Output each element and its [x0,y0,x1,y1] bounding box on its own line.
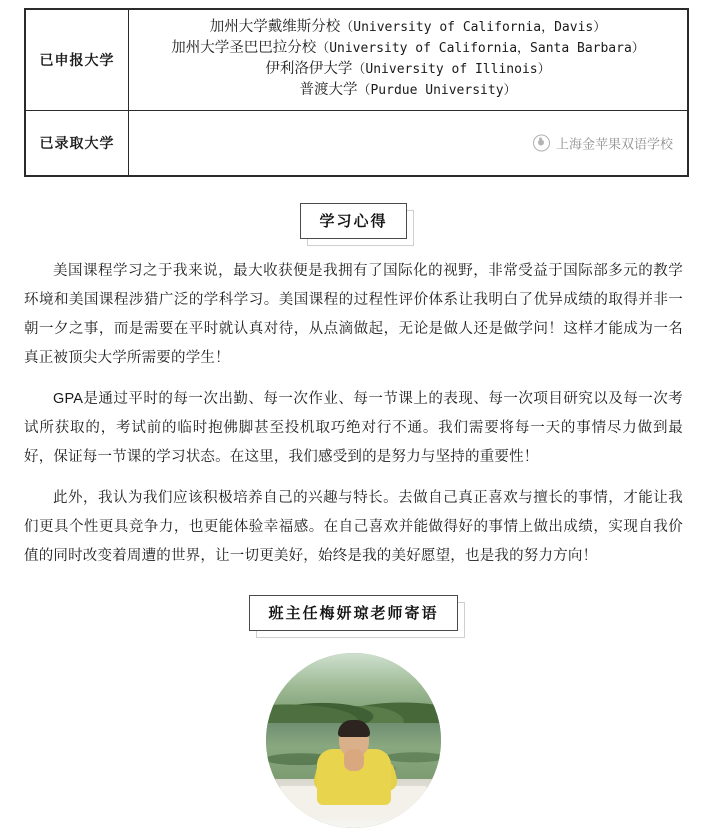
photo-person-hands [344,749,364,771]
table-row [26,10,688,111]
paragraph: GPA是通过平时的每一次出勤、每一次作业、每一节课上的表现、每一次项目研究以及每一次考试所获取的，考试前的临时抱佛脚甚至投机取巧绝对行不通。我们需要将每一天的事情尽力做到最好，保证每一节课的学习状态。在这里，我们感受到的是努力与坚持的重要性！ [24,391,683,465]
university-table [25,9,688,176]
university-name-en: （University of Illinois） [352,62,551,77]
paragraph: 此外，我认为我们应该积极培养自己的兴趣与特长。去做自己真正喜欢与擅长的事情，才能让我们更具个性更具竞争力，也更能体验幸福感。在自己喜欢并能做得好的事情上做出成绩，实现自我价值的同时改变着周遭的世界，让一切更美好，始终是我的美好愿望，也是我的努力方向！ [24,490,683,564]
watermark [533,134,673,153]
document-page [0,8,707,806]
university-name-cn: 伊利洛伊大学 [265,61,353,77]
study-notes-heading: 学习心得 [300,203,406,239]
heading-shadow-host [249,595,457,631]
university-name-cn: 加州大学圣巴巴拉分校 [171,40,317,56]
applied-universities-label: 已申报大学 [26,10,129,111]
university-name-cn: 普渡大学 [299,82,358,98]
photo-person-hair [338,720,370,737]
teacher-message-heading-row [0,595,707,631]
table-row [26,111,688,176]
university-entry [139,38,677,59]
portrait-wrapper [0,653,707,828]
university-entry [139,17,677,38]
admitted-universities-label: 已录取大学 [26,111,129,176]
heading-shadow-host [300,203,406,239]
study-notes-heading-row [0,203,707,239]
university-entry [139,80,677,101]
university-name-cn: 加州大学戴维斯分校 [209,19,341,35]
university-name-en: （University of California，Davis） [340,20,607,35]
university-table-wrapper [24,8,689,177]
teacher-message-heading: 班主任梅妍琼老师寄语 [249,595,457,631]
university-name-en: （Purdue University） [357,83,517,98]
student-portrait-photo [266,653,441,828]
study-notes-body [24,257,683,571]
university-name-en: （University of California，Santa Barbara） [316,41,645,56]
applied-universities-list [129,10,688,111]
admitted-universities-list [129,111,688,176]
watermark-text: 上海金苹果双语学校 [555,136,673,152]
university-entry [139,59,677,80]
apple-logo-icon [533,135,550,152]
paragraph: 美国课程学习之于我来说，最大收获便是我拥有了国际化的视野，非常受益于国际部多元的教学环境和美国课程涉猎广泛的学科学习。美国课程的过程性评价体系让我明白了优异成绩的取得并非一朝一夕之事，而是需要在平时就认真对待，从点滴做起，无论是做人还是做学问！这样才能成为一名真正被顶尖大学所需要的学生！ [24,263,683,366]
